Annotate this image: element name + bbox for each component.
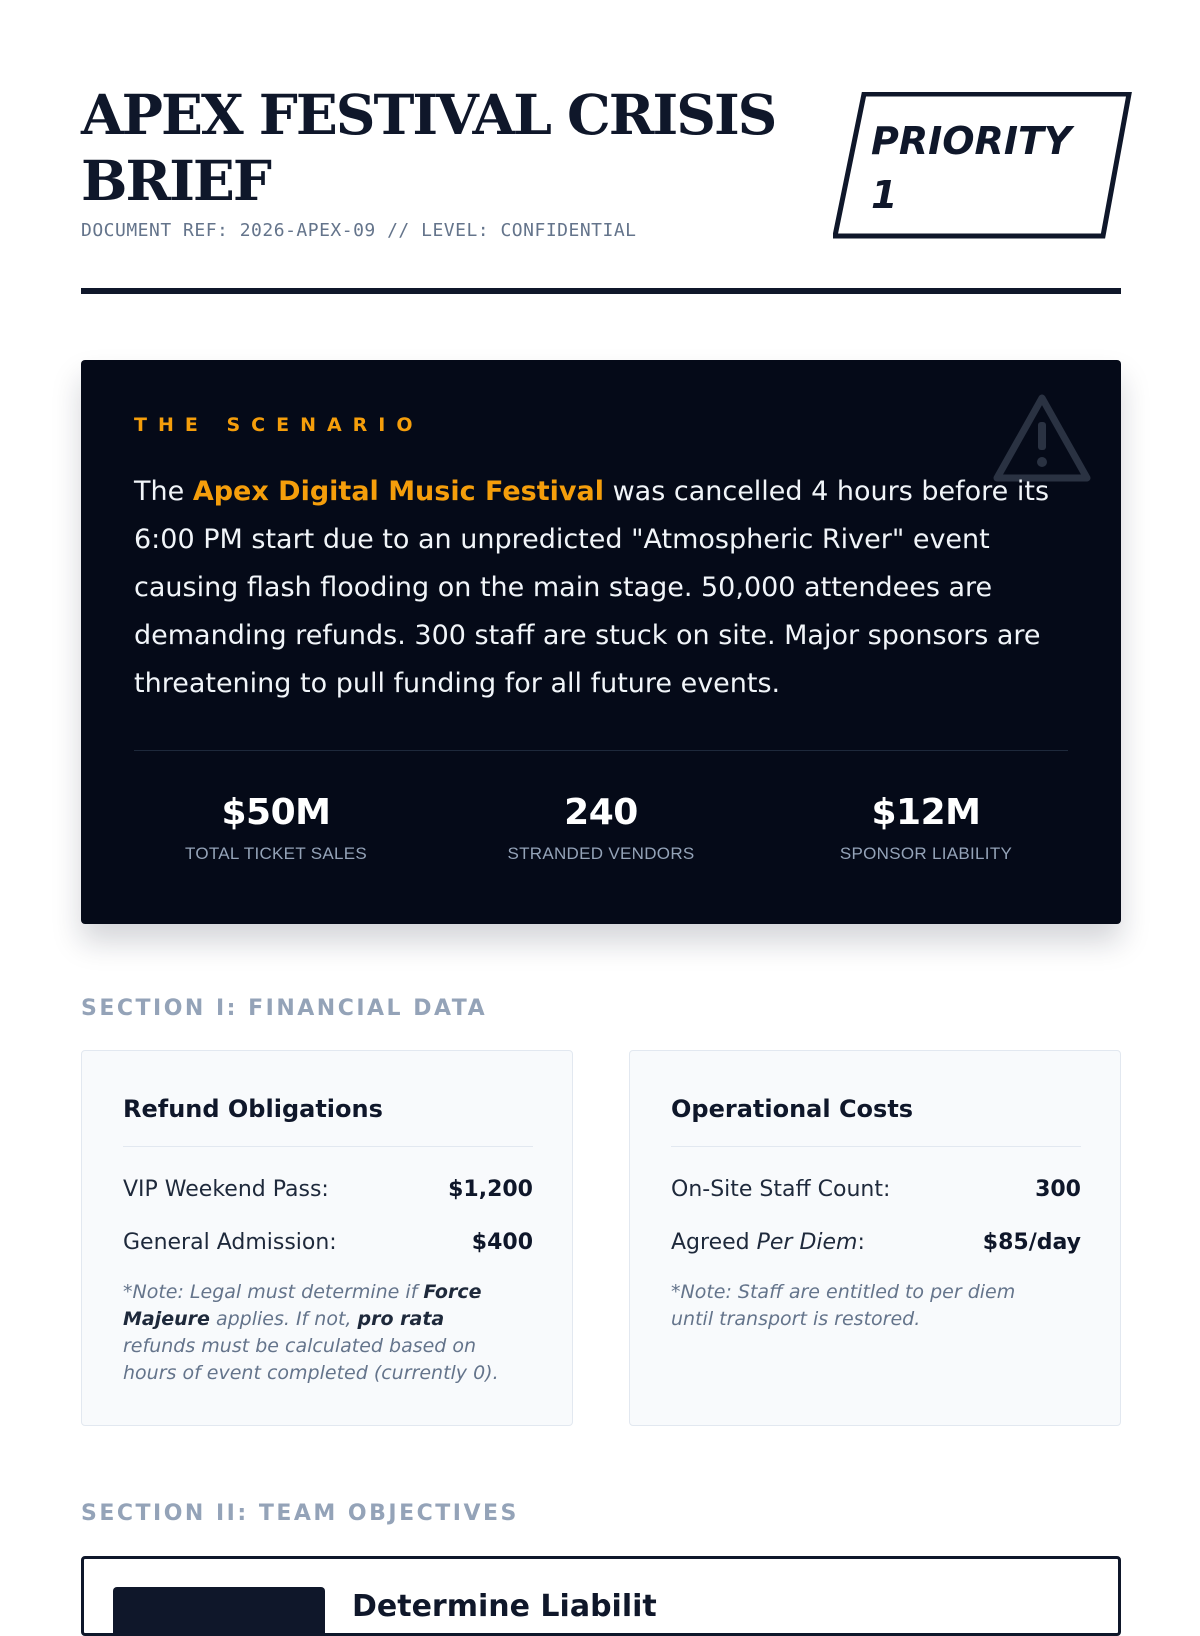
row-label: VIP Weekend Pass: xyxy=(123,1177,329,1202)
stat-value: $12M xyxy=(871,792,981,833)
section-heading-financial: SECTION I: FINANCIAL DATA xyxy=(81,996,488,1021)
stat-value: $50M xyxy=(221,792,331,833)
section-heading-objectives: SECTION II: TEAM OBJECTIVES xyxy=(81,1501,519,1526)
header-divider xyxy=(81,288,1121,294)
refund-row-general xyxy=(123,1230,533,1264)
refund-note: *Note: Legal must determine if Force Majeure applies. If not, pro rata refunds must be calculated based on hours of event completed (currently 0). xyxy=(123,1281,499,1384)
stat-label: TOTAL TICKET SALES xyxy=(184,844,368,863)
row-value: $85/day xyxy=(982,1230,1081,1255)
document-reference: DOCUMENT REF: 2026-APEX-09 // LEVEL: CONFIDENTIAL xyxy=(81,220,637,241)
scenario-description: The Apex Digital Music Festival was cancelled 4 hours before its 6:00 PM start due to an unpredicted "Atmospheric River" event causing flash flooding on the main stage. 50,000 attendees are demanding refunds. 300 staff are stuck on site. Major sponsors are threatening to pull funding for all future events. xyxy=(134,476,1050,699)
priority-badge xyxy=(833,92,1101,232)
objective-card xyxy=(81,1556,1121,1636)
stat-label: STRANDED VENDORS xyxy=(507,844,695,863)
stat-sponsor-liability xyxy=(776,790,1076,864)
scenario-divider xyxy=(134,750,1068,751)
festival-name: Apex Digital Music Festival xyxy=(192,476,604,507)
stat-label: SPONSOR LIABILITY xyxy=(839,844,1013,863)
row-label: On-Site Staff Count: xyxy=(671,1177,891,1202)
refund-obligations-card xyxy=(81,1050,573,1426)
stat-stranded-vendors xyxy=(451,790,751,864)
card-divider xyxy=(671,1146,1081,1147)
row-label: General Admission: xyxy=(123,1230,337,1255)
card-title: Operational Costs xyxy=(671,1095,914,1123)
stat-value: 240 xyxy=(564,792,638,833)
stat-ticket-sales xyxy=(126,790,426,864)
priority-label: PRIORITY 1 xyxy=(871,119,1072,217)
scenario-label: THE SCENARIO xyxy=(134,414,424,436)
row-value: $400 xyxy=(471,1230,533,1255)
refund-row-vip xyxy=(123,1177,533,1211)
ops-row-per-diem xyxy=(671,1230,1081,1264)
row-label: Agreed Per Diem: xyxy=(671,1230,865,1255)
operational-note: *Note: Staff are entitled to per diem until transport is restored. xyxy=(671,1281,1016,1330)
ops-row-staff xyxy=(671,1177,1081,1211)
operational-costs-card xyxy=(629,1050,1121,1426)
document-title: APEX FESTIVAL CRISIS BRIEF xyxy=(81,82,776,213)
row-value: $1,200 xyxy=(448,1177,533,1202)
objective-tag xyxy=(113,1587,325,1636)
objective-title: Determine Liabilit xyxy=(352,1589,657,1624)
card-divider xyxy=(123,1146,533,1147)
row-value: 300 xyxy=(1035,1177,1081,1202)
card-title: Refund Obligations xyxy=(123,1095,383,1123)
